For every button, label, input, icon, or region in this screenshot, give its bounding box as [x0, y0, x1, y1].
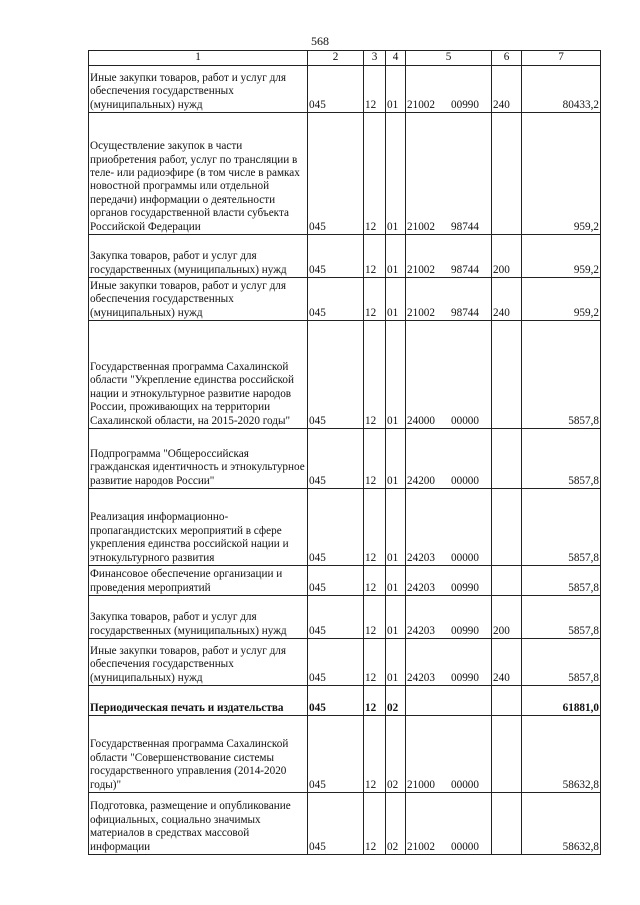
- table-row: [89, 566, 601, 596]
- row-target-article: [406, 793, 492, 855]
- table-row: [89, 716, 601, 793]
- table-row: [89, 113, 601, 235]
- row-target-article-program: 21002: [407, 98, 435, 111]
- table-row: [89, 321, 601, 429]
- row-section: 12: [364, 278, 386, 321]
- row-target-article: [406, 66, 492, 113]
- row-target-article-direction: 98744: [451, 306, 479, 319]
- row-expense-type: 200: [492, 596, 522, 639]
- col-header-4: 4: [386, 51, 406, 66]
- row-subsection: 01: [386, 113, 406, 235]
- row-target-article: [406, 113, 492, 235]
- row-name: Иные закупки товаров, работ и услуг для обеспечения государственных (муниципальных) нужд: [89, 639, 308, 686]
- row-admin-code: 045: [308, 596, 364, 639]
- row-target-article: [406, 596, 492, 639]
- row-name: Подготовка, размещение и опубликование официальных, социально значимых материалов в средствах массовой информации: [89, 793, 308, 855]
- row-target-article: [406, 235, 492, 278]
- row-target-article-program: 24000: [407, 414, 435, 427]
- row-expense-type: [492, 321, 522, 429]
- row-amount: 5857,8: [522, 429, 601, 489]
- row-section: 12: [364, 429, 386, 489]
- table-row: [89, 66, 601, 113]
- row-target-article-program: 24203: [407, 581, 435, 594]
- row-target-article-direction: 00990: [451, 581, 479, 594]
- row-target-article: [406, 686, 492, 716]
- row-section: 12: [364, 716, 386, 793]
- col-header-6: 6: [492, 51, 522, 66]
- table-row: [89, 489, 601, 566]
- table-row: [89, 639, 601, 686]
- row-target-article-direction: 00000: [451, 778, 479, 791]
- col-header-3: 3: [364, 51, 386, 66]
- row-expense-type: 240: [492, 639, 522, 686]
- header-row: [89, 51, 601, 66]
- row-admin-code: 045: [308, 429, 364, 489]
- row-name: Иные закупки товаров, работ и услуг для обеспечения государственных (муниципальных) нужд: [89, 66, 308, 113]
- row-subsection: 01: [386, 566, 406, 596]
- row-expense-type: 200: [492, 235, 522, 278]
- row-amount: 80433,2: [522, 66, 601, 113]
- row-admin-code: 045: [308, 639, 364, 686]
- row-name: Государственная программа Сахалинской области "Совершенствование системы государственного управления (2014-2020 годы)": [89, 716, 308, 793]
- row-subsection: 01: [386, 321, 406, 429]
- row-section: 12: [364, 639, 386, 686]
- table-row: [89, 596, 601, 639]
- row-admin-code: 045: [308, 489, 364, 566]
- row-target-article: [406, 639, 492, 686]
- row-admin-code: 045: [308, 66, 364, 113]
- row-amount: 959,2: [522, 113, 601, 235]
- table-row: [89, 793, 601, 855]
- row-section: 12: [364, 235, 386, 278]
- budget-table: [88, 50, 601, 855]
- row-name: Подпрограмма "Общероссийская гражданская идентичность и этнокультурное развитие народов России": [89, 429, 308, 489]
- row-target-article: [406, 566, 492, 596]
- row-target-article-program: 24203: [407, 551, 435, 564]
- row-amount: 5857,8: [522, 566, 601, 596]
- row-section: 12: [364, 489, 386, 566]
- row-target-article-direction: 00000: [451, 840, 479, 853]
- row-subsection: 02: [386, 716, 406, 793]
- row-target-article-direction: 98744: [451, 263, 479, 276]
- row-subsection: 02: [386, 686, 406, 716]
- row-amount: 5857,8: [522, 489, 601, 566]
- row-expense-type: [492, 113, 522, 235]
- row-amount: 959,2: [522, 278, 601, 321]
- col-header-2: 2: [308, 51, 364, 66]
- row-name: Закупка товаров, работ и услуг для государственных (муниципальных) нужд: [89, 596, 308, 639]
- table-row: [89, 235, 601, 278]
- row-target-article: [406, 716, 492, 793]
- row-name: Закупка товаров, работ и услуг для государственных (муниципальных) нужд: [89, 235, 308, 278]
- row-target-article-program: 21002: [407, 840, 435, 853]
- row-admin-code: 045: [308, 321, 364, 429]
- row-section: 12: [364, 686, 386, 716]
- row-target-article-direction: 00990: [451, 624, 479, 637]
- row-target-article-direction: 00990: [451, 98, 479, 111]
- col-header-5: 5: [406, 51, 492, 66]
- row-section: 12: [364, 596, 386, 639]
- row-expense-type: 240: [492, 278, 522, 321]
- row-target-article-program: 24203: [407, 671, 435, 684]
- row-name: Осуществление закупок в части приобретения работ, услуг по трансляции в теле- или радиоэфире (в том числе в рамках новостной программы или отдельной передачи) информации о деятельности органов государственной власти субъекта Российской Федерации: [89, 113, 308, 235]
- row-subsection: 01: [386, 489, 406, 566]
- row-amount: 5857,8: [522, 596, 601, 639]
- row-subsection: 01: [386, 429, 406, 489]
- row-target-article-program: 24200: [407, 474, 435, 487]
- row-section: 12: [364, 793, 386, 855]
- row-name: Реализация информационно-пропагандистских мероприятий в сфере укрепления единства российской нации и этнокультурного развития: [89, 489, 308, 566]
- row-amount: 58632,8: [522, 793, 601, 855]
- row-target-article-program: 21002: [407, 306, 435, 319]
- row-target-article-direction: 00990: [451, 671, 479, 684]
- row-admin-code: 045: [308, 793, 364, 855]
- row-expense-type: [492, 793, 522, 855]
- row-expense-type: [492, 429, 522, 489]
- table-body: [89, 66, 601, 855]
- row-target-article-direction: 00000: [451, 551, 479, 564]
- row-amount: 5857,8: [522, 639, 601, 686]
- row-subsection: 01: [386, 596, 406, 639]
- row-subsection: 01: [386, 235, 406, 278]
- row-admin-code: 045: [308, 686, 364, 716]
- row-target-article: [406, 429, 492, 489]
- row-subsection: 01: [386, 639, 406, 686]
- row-expense-type: [492, 489, 522, 566]
- row-target-article: [406, 278, 492, 321]
- row-expense-type: 240: [492, 66, 522, 113]
- row-admin-code: 045: [308, 278, 364, 321]
- row-target-article-direction: 00000: [451, 414, 479, 427]
- row-target-article: [406, 489, 492, 566]
- row-target-article-program: 21002: [407, 263, 435, 276]
- row-name: Финансовое обеспечение организации и проведения мероприятий: [89, 566, 308, 596]
- row-admin-code: 045: [308, 235, 364, 278]
- table-row: [89, 686, 601, 716]
- row-target-article: [406, 321, 492, 429]
- row-subsection: 02: [386, 793, 406, 855]
- row-expense-type: [492, 686, 522, 716]
- row-target-article-direction: 00000: [451, 474, 479, 487]
- row-name: Иные закупки товаров, работ и услуг для обеспечения государственных (муниципальных) нужд: [89, 278, 308, 321]
- row-amount: 959,2: [522, 235, 601, 278]
- row-section: 12: [364, 321, 386, 429]
- row-expense-type: [492, 566, 522, 596]
- row-admin-code: 045: [308, 566, 364, 596]
- col-header-7: 7: [522, 51, 601, 66]
- row-target-article-program: 21002: [407, 220, 435, 233]
- row-subsection: 01: [386, 278, 406, 321]
- row-subsection: 01: [386, 66, 406, 113]
- row-amount: 5857,8: [522, 321, 601, 429]
- row-amount: 58632,8: [522, 716, 601, 793]
- row-section: 12: [364, 113, 386, 235]
- page-number: 568: [311, 34, 329, 48]
- row-section: 12: [364, 66, 386, 113]
- table-row: [89, 429, 601, 489]
- row-expense-type: [492, 716, 522, 793]
- col-header-1: 1: [89, 51, 308, 66]
- row-admin-code: 045: [308, 113, 364, 235]
- row-name: Государственная программа Сахалинской области "Укрепление единства российской нации и этнокультурное развитие народов России, проживающих на территории Сахалинской области, на 2015-2020 годы": [89, 321, 308, 429]
- row-section: 12: [364, 566, 386, 596]
- row-amount: 61881,0: [522, 686, 601, 716]
- table-row: [89, 278, 601, 321]
- row-target-article-direction: 98744: [451, 220, 479, 233]
- row-name: Периодическая печать и издательства: [89, 686, 308, 716]
- row-admin-code: 045: [308, 716, 364, 793]
- row-target-article-program: 24203: [407, 624, 435, 637]
- row-target-article-program: 21000: [407, 778, 435, 791]
